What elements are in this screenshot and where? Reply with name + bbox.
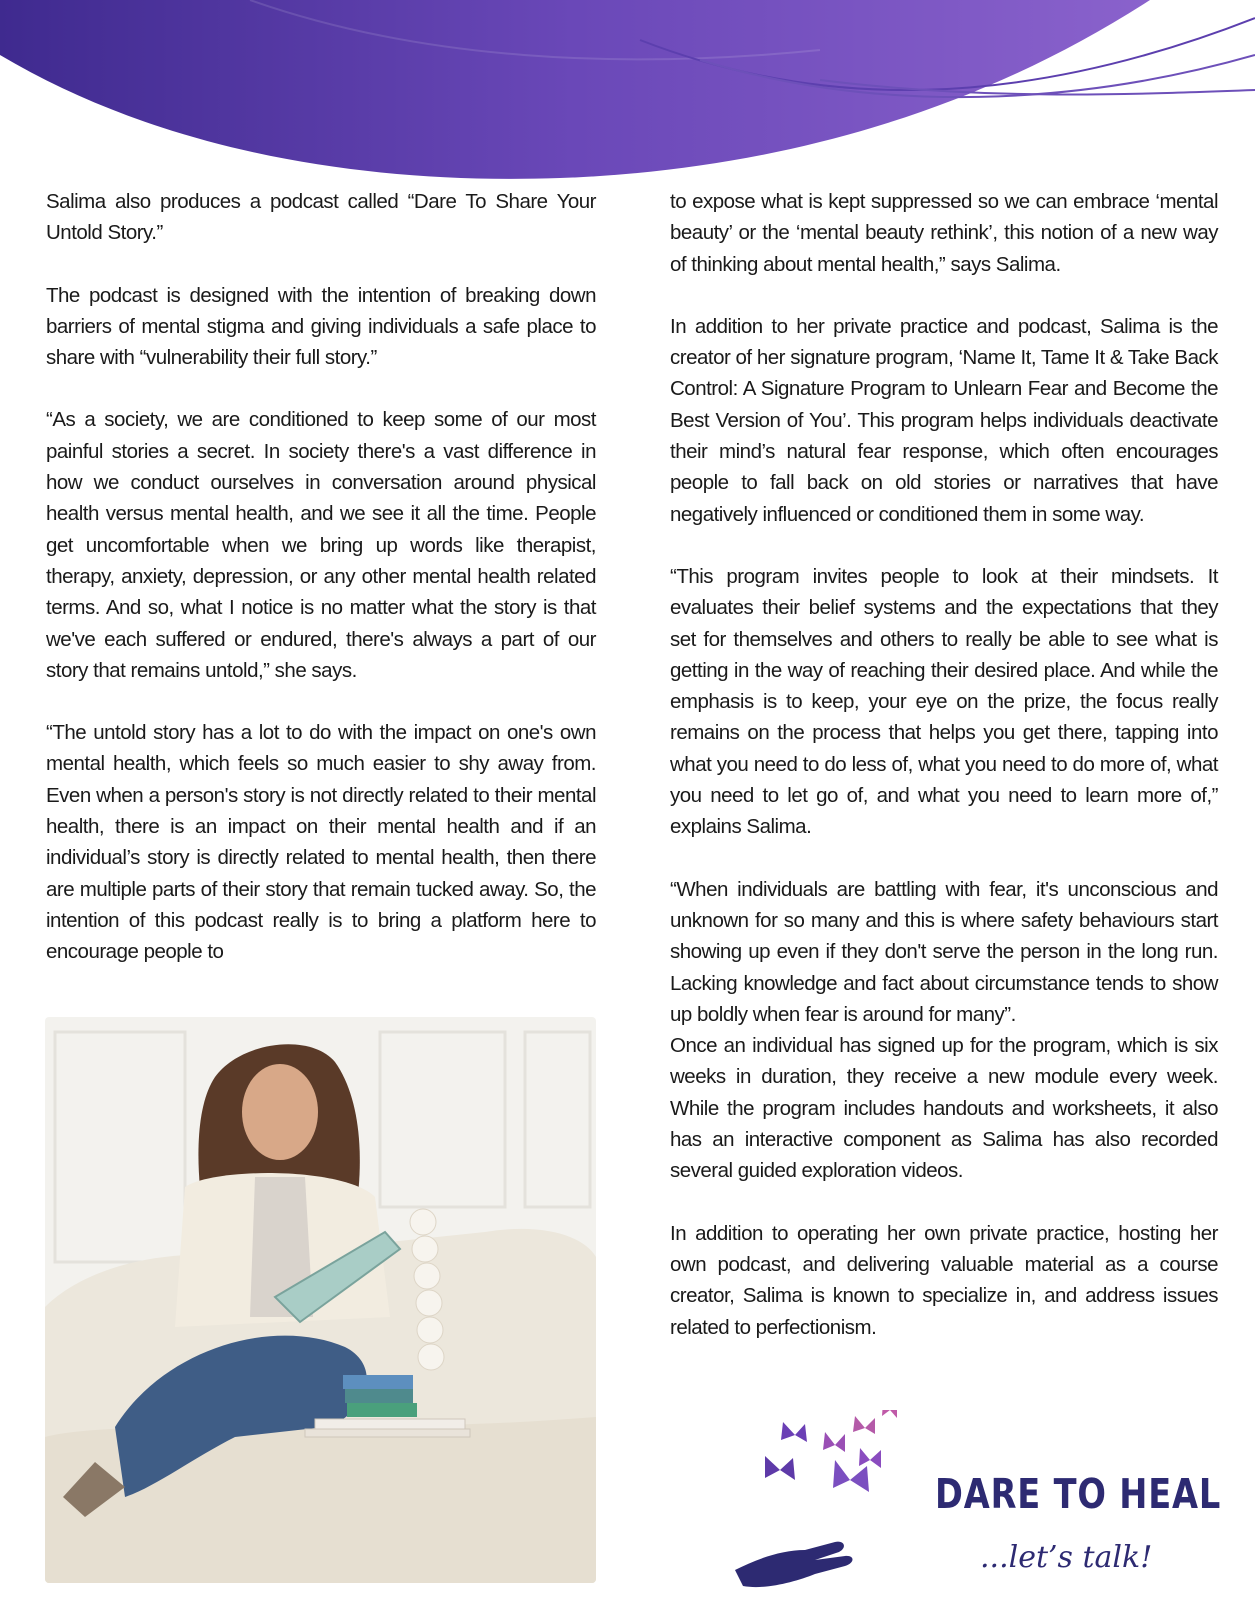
paragraph: “As a society, we are conditioned to keep some of our most painful stories a secret. In society there's a vast difference in how we conduct ourselves in conversation around physical health versus mental health, and we see it all the time. People get uncomfortable when we bring up words like therapist, therapy, anxiety, depression, or any other mental health related terms. And so, what I notice is no matter what the story is that we've each suffered or endured, there's always a part of our story that remains untold,” she says. xyxy=(46,408,596,682)
right-article-column xyxy=(670,186,1218,1374)
logo-tagline: ...let’s talk! xyxy=(980,1540,1153,1575)
paragraph: “This program invites people to look at their mindsets. It evaluates their belief systems and the expectations that they set for themselves and others to really be able to see what is getting in the way of reaching their desired place. And while the emphasis is to keep, your eye on the prize, the focus really remains on the process that helps you get there, tapping into what you need to do less of, what you need to do more of, what you need to let go of, and what you need to learn more of,” explains Salima. xyxy=(670,564,1218,839)
paragraph: “The untold story has a lot to do with the impact on one's own mental health, which feels so much easier to shy away from. Even when a person's story is not directly related to their mental health, there is an impact on their mental health and if an individual’s story is directly related to mental health, then there are multiple parts of their story that remain tucked away. So, the intention of this podcast really is to bring a platform here to encourage people to xyxy=(46,721,596,964)
paragraph: to expose what is kept suppressed so we can embrace ‘mental beauty’ or the ‘mental beauty rethink’, this notion of a new way of thinking about mental health,” says Salima. xyxy=(670,190,1218,276)
open-hand-icon xyxy=(735,1542,853,1587)
paragraph: Salima also produces a podcast called “Dare To Share Your Untold Story.” xyxy=(46,190,596,245)
paragraph: In addition to operating her own private practice, hosting her own podcast, and delivering valuable material as a course creator, Salima is known to specialize in, and address issues related to perfectionism. xyxy=(670,1221,1218,1339)
paragraph: “When individuals are battling with fear, it's unconscious and unknown for so many and this is where safety behaviours start showing up even if they don't serve the person in the long run. Lacking knowledge and fact about circumstance tends to show up boldly when fear is around for many”. xyxy=(670,877,1218,1026)
paragraph: The podcast is designed with the intention of breaking down barriers of mental stigma and giving individuals a safe place to share with “vulnerability their full story.” xyxy=(46,283,596,370)
portrait-photo xyxy=(45,1017,596,1583)
header-purple-swoosh xyxy=(0,0,1255,190)
paragraph: Once an individual has signed up for the program, which is six weeks in duration, they receive a new module every week. While the program includes handouts and worksheets, it also has an interactive component as Salima has also recorded several guided exploration videos. xyxy=(670,1034,1218,1183)
butterfly-icon xyxy=(765,1410,897,1492)
left-article-column xyxy=(46,186,596,999)
logo-brand-name: DARE TO HEAL xyxy=(935,1470,1222,1518)
paragraph: In addition to her private practice and podcast, Salima is the creator of her signature program, ‘Name It, Tame It & Take Back Control: A Signature Program to Unlearn Fear and Become the Best Version of You’. This program helps individuals deactivate their mind’s natural fear response, which often encourages people to fall back on old stories or narratives that have negatively influenced or conditioned them in some way. xyxy=(670,314,1218,526)
